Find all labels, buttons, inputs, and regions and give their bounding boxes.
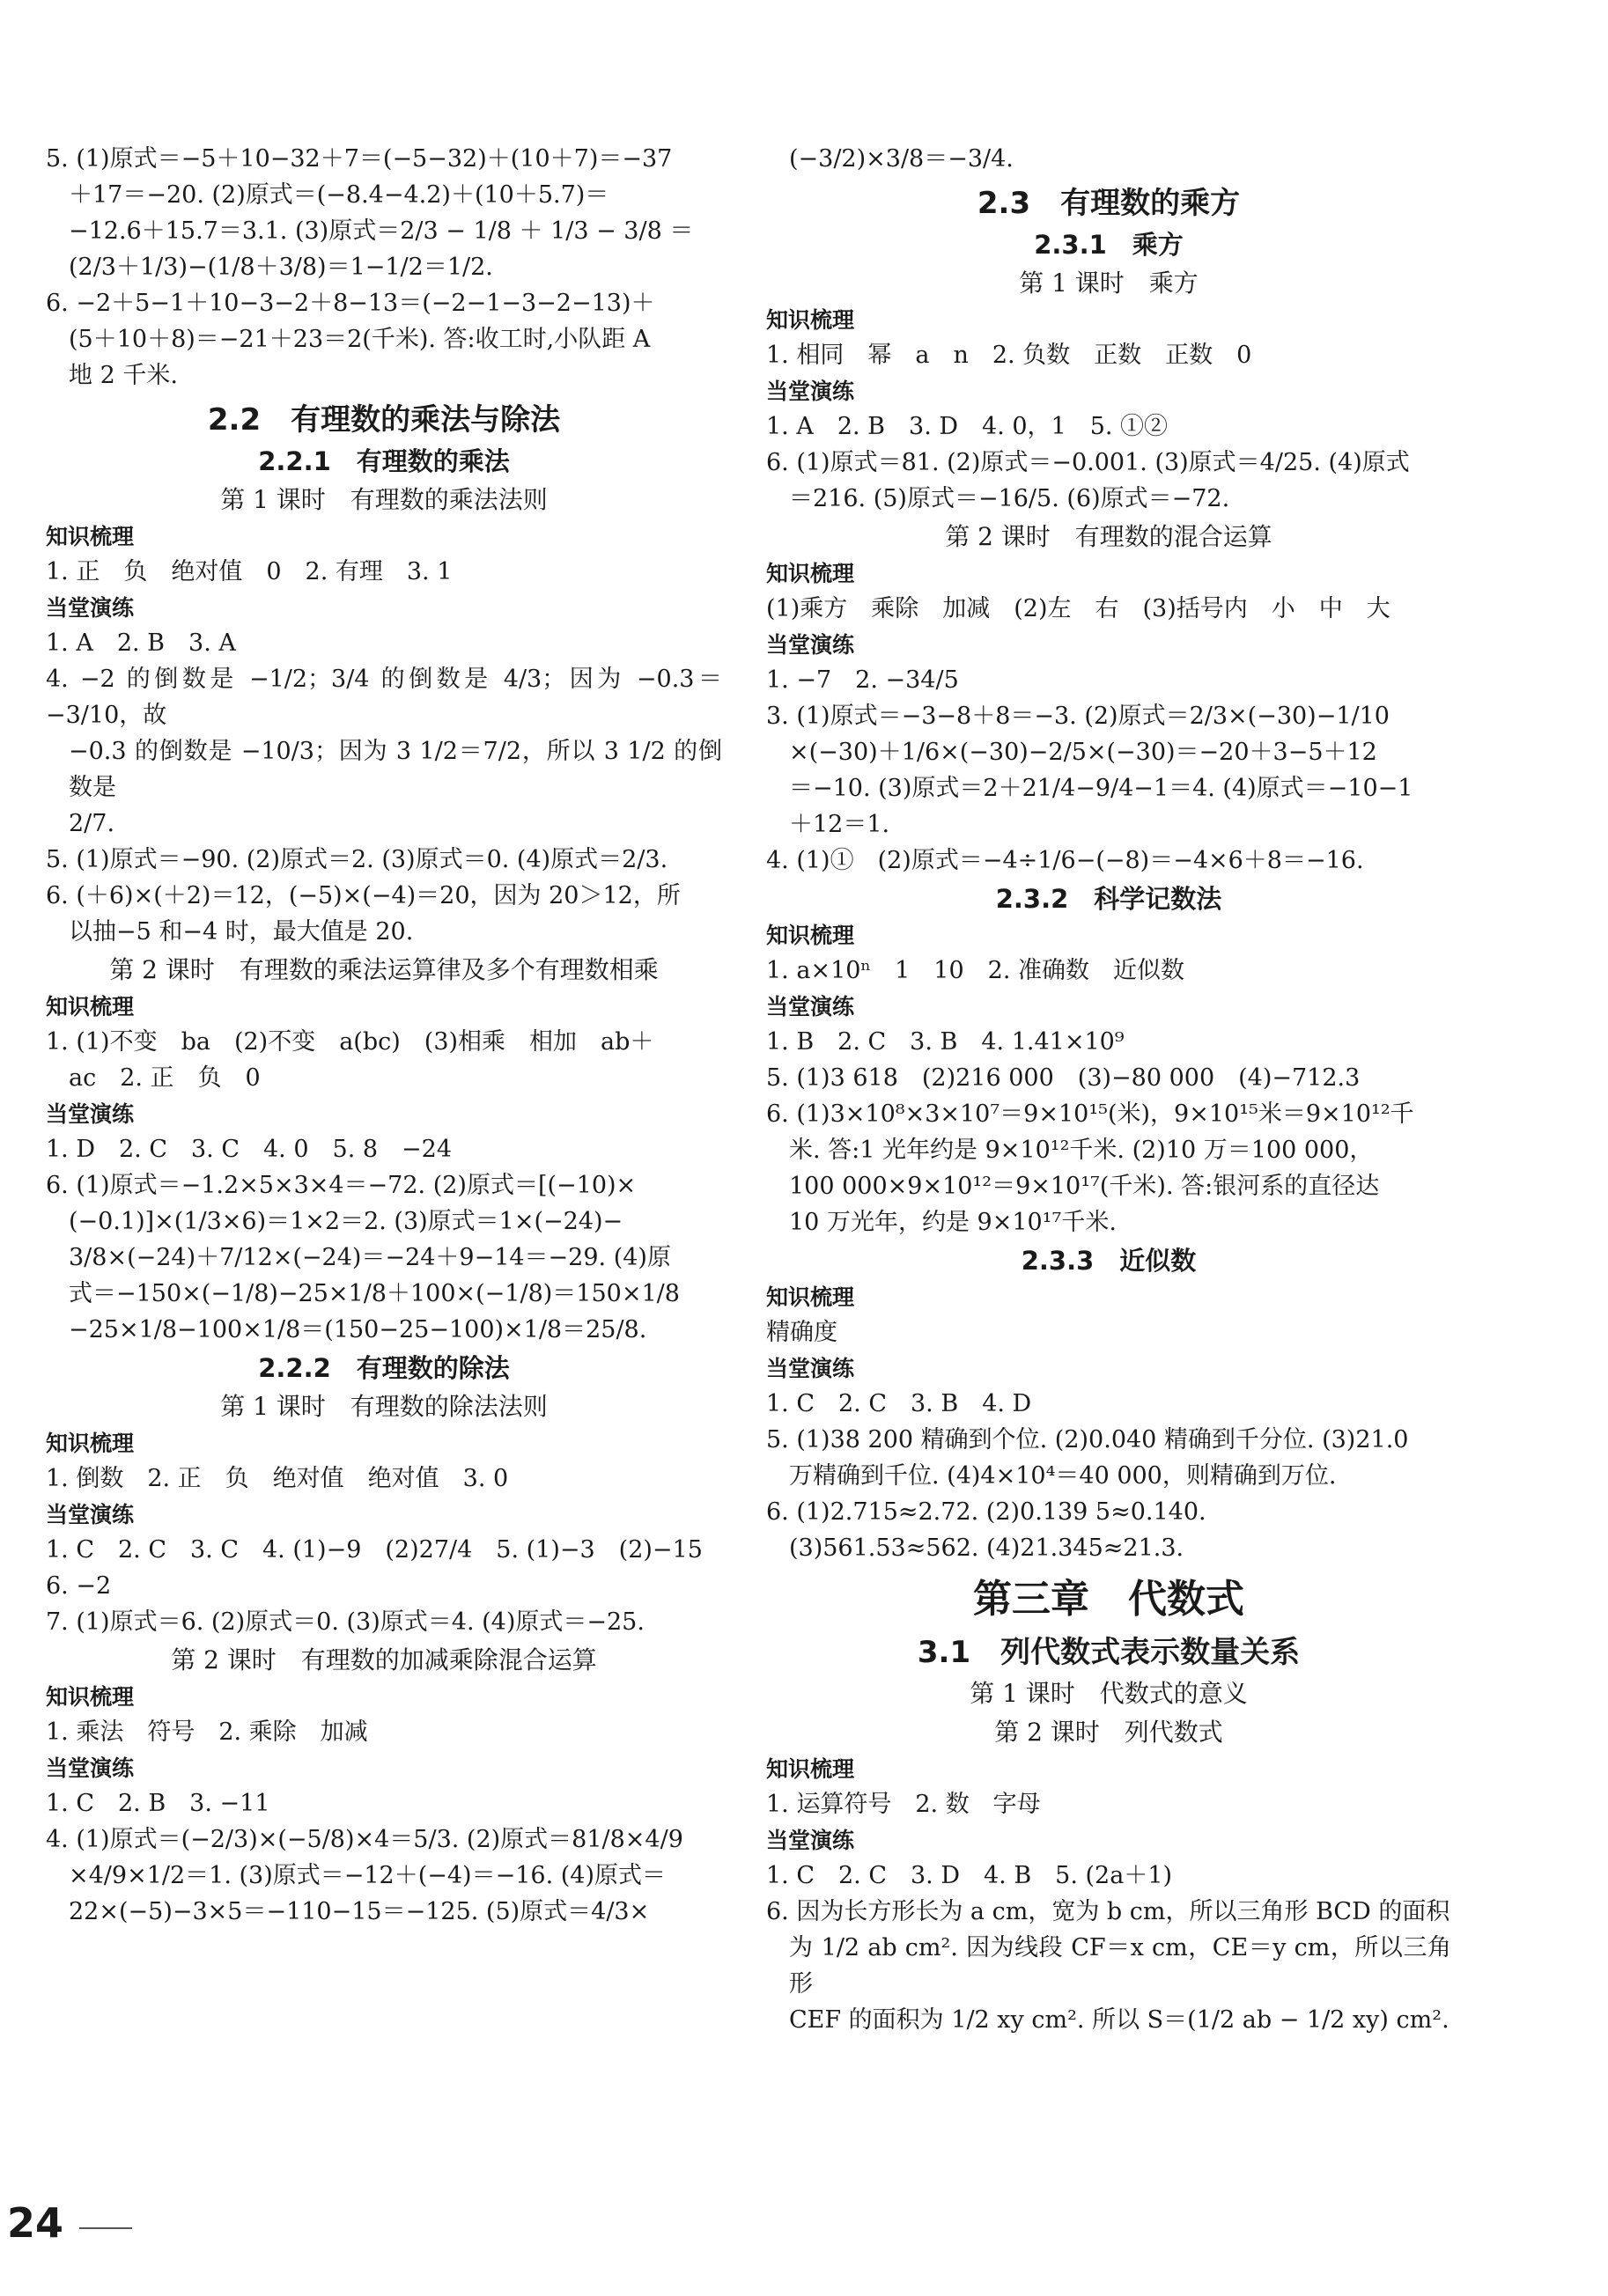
answer-line-continued: (5＋10＋8)＝−21＋23＝2(千米). 答:收工时,小队距 A — [69, 326, 651, 353]
answer-line-continued: ＋12＝1. — [789, 811, 890, 838]
section-heading: 3.1 列代数式表示数量关系 — [917, 1635, 1301, 1670]
block-label: 知识梳理 — [46, 994, 135, 1019]
subsection-heading: 2.2.2 有理数的除法 — [258, 1353, 510, 1383]
answer-line: 6. (1)3×10⁸×3×10⁷＝9×10¹⁵(米)，9×10¹⁵米＝9×10¹²千 — [766, 1100, 1414, 1128]
lesson-heading: 第 1 课时 有理数的除法法则 — [220, 1392, 548, 1421]
answer-line: 1. D 2. C 3. C 4. 0 5. 8 −24 — [46, 1136, 453, 1163]
answer-line: 4. (1)① (2)原式＝−4÷1/6−(−8)＝−4×6＋8＝−16. — [766, 847, 1364, 874]
answer-line: 5. (1)原式＝−5＋10−32＋7＝(−5−32)＋(10＋7)＝−37 — [46, 145, 673, 173]
answer-line-continued: 米. 答:1 光年约是 9×10¹²千米. (2)10 万＝100 000， — [789, 1137, 1374, 1164]
answer-line: 6. (1)2.715≈2.72. (2)0.139 5≈0.140. — [766, 1498, 1206, 1526]
subsection-heading: 2.2.1 有理数的乘法 — [258, 446, 510, 476]
block-label: 当堂演练 — [46, 1101, 135, 1127]
answer-line: 1. −7 2. −34/5 — [766, 666, 959, 694]
lesson-heading: 第 1 课时 乘方 — [1019, 269, 1199, 298]
block-label: 知识梳理 — [766, 1284, 855, 1310]
answer-line: 6. −2 — [46, 1572, 112, 1600]
answer-line: 5. (1)3 618 (2)216 000 (3)−80 000 (4)−712.3 — [766, 1064, 1361, 1092]
answer-line-continued: −25×1/8−100×1/8＝(150−25−100)×1/8＝25/8. — [69, 1316, 647, 1343]
right-column — [766, 141, 1451, 2038]
answer-line: 1. a×10ⁿ 1 10 2. 准确数 近似数 — [766, 957, 1184, 984]
answer-line: 6. (1)原式＝81. (2)原式＝−0.001. (3)原式＝4/25. (4)原式 — [766, 449, 1410, 476]
block-label: 知识梳理 — [46, 524, 135, 549]
answer-line: 4. (1)原式＝(−2/3)×(−5/8)×4＝5/3. (2)原式＝81/8×4/9 — [46, 1826, 683, 1853]
subsection-heading: 2.3.1 乘方 — [1034, 230, 1184, 260]
page-number-rule — [79, 2227, 132, 2229]
answer-line: 1. 正 负 绝对值 0 2. 有理 3. 1 — [46, 558, 453, 585]
block-label: 知识梳理 — [766, 561, 855, 586]
lesson-heading: 第 1 课时 代数式的意义 — [970, 1679, 1248, 1708]
answer-line-continued: CEF 的面积为 1/2 xy cm². 所以 S＝(1/2 ab − 1/2 xy) cm². — [789, 2006, 1449, 2034]
block-label: 知识梳理 — [766, 307, 855, 333]
lesson-heading: 第 1 课时 有理数的乘法法则 — [220, 485, 548, 514]
answer-line: 3. (1)原式＝−3−8＋8＝−3. (2)原式＝2/3×(−30)−1/10 — [766, 703, 1390, 730]
answer-line: 1. 倒数 2. 正 负 绝对值 绝对值 3. 0 — [46, 1465, 509, 1492]
answer-line: 5. (1)38 200 精确到个位. (2)0.040 精确到千分位. (3)21.0 — [766, 1426, 1409, 1453]
answer-line-continued: 100 000×9×10¹²＝9×10¹⁷(千米). 答:银河系的直径达 — [789, 1173, 1380, 1200]
block-label: 当堂演练 — [766, 1356, 855, 1381]
answer-line-continued: 22×(−5)−3×5＝−110−15＝−125. (5)原式＝4/3× — [69, 1898, 650, 1925]
answer-line-continued: ＝216. (5)原式＝−16/5. (6)原式＝−72. — [789, 485, 1230, 512]
answer-line-continued: 3/8×(−24)＋7/12×(−24)＝−24＋9−14＝−29. (4)原 — [69, 1244, 671, 1271]
block-label: 知识梳理 — [766, 1756, 855, 1782]
answer-line-continued: 为 1/2 ab cm². 因为线段 CF＝x cm，CE＝y cm，所以三角形 — [789, 1934, 1451, 1998]
answer-line-continued: 2/7. — [69, 810, 115, 837]
answer-line-continued: 10 万光年，约是 9×10¹⁷千米. — [789, 1209, 1117, 1236]
subsection-heading: 2.3.2 科学记数法 — [995, 884, 1222, 914]
block-label: 知识梳理 — [766, 923, 855, 948]
answer-line: 1. 乘法 符号 2. 乘除 加减 — [46, 1718, 368, 1746]
answer-line: 1. C 2. B 3. −11 — [46, 1790, 270, 1817]
answer-line-continued: ＝−10. (3)原式＝2＋21/4−9/4−1＝4. (4)原式＝−10−1 — [789, 775, 1413, 802]
block-label: 当堂演练 — [766, 1828, 855, 1853]
block-label: 当堂演练 — [766, 632, 855, 658]
answer-line-continued: ×4/9×1/2＝1. (3)原式＝−12＋(−4)＝−16. (4)原式＝ — [69, 1862, 666, 1889]
answer-line: 6. (＋6)×(＋2)＝12，(−5)×(−4)＝20，因为 20＞12，所 — [46, 882, 681, 909]
section-heading: 2.3 有理数的乘方 — [977, 186, 1241, 221]
chapter-heading: 第三章 代数式 — [973, 1577, 1244, 1622]
answer-line-continued: −12.6＋15.7＝3.1. (3)原式＝2/3 − 1/8 ＋ 1/3 − 3/8 ＝ — [69, 217, 694, 245]
answer-line: 6. −2＋5−1＋10−3−2＋8−13＝(−2−1−3−2−13)＋ — [46, 290, 655, 317]
answer-line-continued: (3)561.53≈562. (4)21.345≈21.3. — [789, 1534, 1184, 1562]
answer-line: 1. B 2. C 3. B 4. 1.41×10⁹ — [766, 1028, 1125, 1056]
answer-line-continued: (−0.1)]×(1/3×6)＝1×2＝2. (3)原式＝1×(−24)− — [69, 1208, 623, 1235]
block-label: 知识梳理 — [46, 1431, 135, 1456]
answer-line-continued: 地 2 千米. — [69, 362, 178, 389]
answer-line: 1. 运算符号 2. 数 字母 — [766, 1791, 1041, 1818]
block-label: 当堂演练 — [46, 595, 135, 621]
answer-line-continued: (2/3＋1/3)−(1/8＋3/8)＝1−1/2＝1/2. — [69, 254, 493, 281]
answer-line-continued: 万精确到千位. (4)4×10⁴＝40 000，则精确到万位. — [789, 1462, 1337, 1490]
block-label: 当堂演练 — [46, 1755, 135, 1781]
answer-line: 1. (1)不变 ba (2)不变 a(bc) (3)相乘 相加 ab＋ — [46, 1028, 654, 1056]
answer-line-continued: ×(−30)＋1/6×(−30)−2/5×(−30)＝−20＋3−5＋12 — [789, 739, 1377, 766]
block-label: 当堂演练 — [766, 379, 855, 404]
answer-line: 1. A 2. B 3. A — [46, 629, 236, 657]
block-label: 当堂演练 — [46, 1502, 135, 1527]
lesson-heading: 第 2 课时 有理数的加减乘除混合运算 — [171, 1645, 597, 1674]
answer-line: 7. (1)原式＝6. (2)原式＝0. (3)原式＝4. (4)原式＝−25. — [46, 1608, 645, 1636]
block-label: 知识梳理 — [46, 1684, 135, 1710]
lesson-heading: 第 2 课时 有理数的乘法运算律及多个有理数相乘 — [109, 955, 659, 984]
answer-line-continued: 以抽−5 和−4 时，最大值是 20. — [69, 918, 414, 946]
answer-line: 6. 因为长方形长为 a cm，宽为 b cm，所以三角形 BCD 的面积 — [766, 1898, 1450, 1925]
answer-line-continued: ＋17＝−20. (2)原式＝(−8.4−4.2)＋(10＋5.7)＝ — [69, 181, 609, 209]
block-label: 当堂演练 — [766, 994, 855, 1019]
lesson-heading: 第 2 课时 有理数的混合运算 — [945, 522, 1272, 551]
answer-line-continued: −0.3 的倒数是 −10/3；因为 3 1/2＝7/2，所以 3 1/2 的倒数是 — [69, 738, 722, 801]
answer-line: (1)乘方 乘除 加减 (2)左 右 (3)括号内 小 中 大 — [766, 595, 1390, 622]
left-column — [46, 141, 722, 1930]
answer-line: 1. A 2. B 3. D 4. 0，1 5. ①② — [766, 413, 1169, 440]
answer-line: 4. −2 的倒数是 −1/2；3/4 的倒数是 4/3；因为 −0.3＝−3/10，故 — [46, 666, 722, 729]
subsection-heading: 2.3.3 近似数 — [1021, 1246, 1197, 1276]
lesson-heading: 第 2 课时 列代数式 — [994, 1718, 1223, 1747]
answer-line-continued: (−3/2)×3/8＝−3/4. — [789, 145, 1014, 173]
answer-line: 1. 相同 幂 a n 2. 负数 正数 正数 0 — [766, 342, 1252, 369]
section-heading: 2.2 有理数的乘法与除法 — [207, 402, 561, 438]
answer-line: 1. C 2. C 3. D 4. B 5. (2a＋1) — [766, 1862, 1173, 1889]
answer-line-continued: ac 2. 正 负 0 — [69, 1064, 261, 1092]
answer-line: 1. C 2. C 3. B 4. D — [766, 1390, 1032, 1417]
answer-line: 5. (1)原式＝−90. (2)原式＝2. (3)原式＝0. (4)原式＝2/3. — [46, 846, 668, 873]
answer-line-continued: 式＝−150×(−1/8)−25×1/8＋100×(−1/8)＝150×1/8 — [69, 1280, 680, 1307]
answer-line: 1. C 2. C 3. C 4. (1)−9 (2)27/4 5. (1)−3 (2)−15 — [46, 1536, 703, 1564]
answer-line: 6. (1)原式＝−1.2×5×3×4＝−72. (2)原式＝[(−10)× — [46, 1172, 637, 1199]
page-number: 24 — [7, 2199, 64, 2247]
answer-line: 精确度 — [766, 1319, 837, 1346]
